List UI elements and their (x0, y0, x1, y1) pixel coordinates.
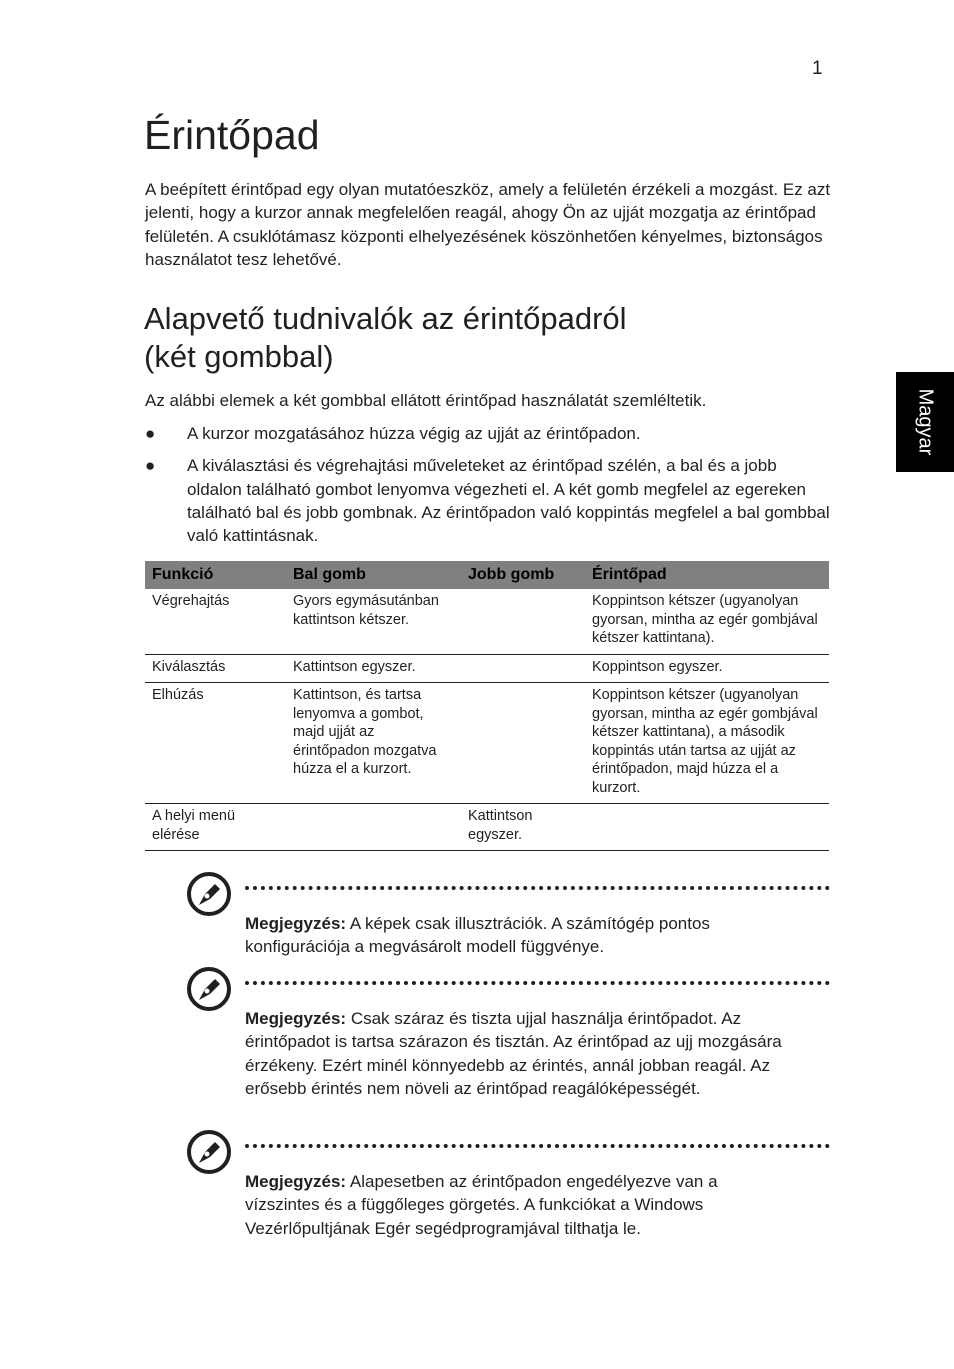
note-pen-icon (185, 870, 233, 918)
table-cell: Kattintson egyszer. (286, 654, 461, 683)
bullet-text: A kiválasztási és végrehajtási műveleteket az érintőpad szélén, a bal és a jobb oldalon található gombot lenyomva végezheti el. A két gomb megfelel az egereken található bal és jobb gombnak. Az érintőpadon való koppintás megfelel a bal gombbal való kattintásnak. (187, 456, 830, 546)
language-tab-label: Magyar (914, 388, 937, 456)
table-header-row (145, 561, 829, 589)
table-cell (461, 683, 585, 804)
section-heading-line2: (két gombbal) (144, 339, 334, 374)
table-cell (286, 804, 461, 851)
table-row (145, 654, 829, 683)
table-header-cell: Jobb gomb (461, 561, 585, 589)
note-body: Alapesetben az érintőpadon engedélyezve van a vízszintes és a függőleges görgetés. A funkciókat a Windows Vezérlőpultjának Egér segédprogramjával tilthatja le. (245, 1172, 718, 1238)
table-cell: Kiválasztás (145, 654, 286, 683)
table-cell: Végrehajtás (145, 589, 286, 654)
table-cell: Koppintson kétszer (ugyanolyan gyorsan, mintha az egér gombjával kétszer kattintana), a második koppintás után tartsa az ujját az érintőpadon, majd húzza el a kurzort. (585, 683, 829, 804)
bullet-list (145, 422, 835, 556)
lead-paragraph: Az alábbi elemek a két gombbal ellátott érintőpad használatát szemléltetik. (145, 391, 707, 410)
table-cell (461, 589, 585, 654)
note-label: Megjegyzés: (245, 914, 347, 933)
bullet-icon: ● (145, 456, 156, 476)
table-cell (585, 804, 829, 851)
table-cell: Koppintson egyszer. (585, 654, 829, 683)
table-header-cell: Funkció (145, 561, 286, 589)
language-tab (896, 372, 954, 472)
note-pen-icon (185, 965, 233, 1013)
table-header-cell: Érintőpad (585, 561, 829, 589)
note-text (245, 1170, 785, 1240)
table-row (145, 683, 829, 804)
bullet-text: A kurzor mozgatásához húzza végig az ujját az érintőpadon. (187, 424, 641, 443)
table-cell: Kattintson, és tartsa lenyomva a gombot, majd ujját az érintőpadon mozgatva húzza el a kurzort. (286, 683, 461, 804)
note-label: Megjegyzés: (245, 1172, 347, 1191)
note-text (245, 1007, 785, 1100)
page-title: Érintőpad (144, 112, 320, 158)
note-body: A képek csak illusztrációk. A számítógép pontos konfigurációja a megvásárolt modell függvénye. (245, 914, 710, 957)
page-number: 1 (812, 58, 823, 79)
note-body: Csak száraz és tiszta ujjal használja érintőpadot. Az érintőpadot is tartsa szárazon és tisztán. Az érintőpad az ujj mozgására érzékeny. Ezért minél könnyedebb az érintés, annál jobban reagál. Az erősebb érintés nem növeli az érintőpad reagálóképességét. (245, 1009, 782, 1098)
bullet-item (145, 454, 835, 547)
table-cell: A helyi menü elérése (145, 804, 286, 851)
section-heading-line1: Alapvető tudnivalók az érintőpadról (144, 301, 627, 336)
note-pen-icon (185, 1128, 233, 1176)
table-cell: Kattintson egyszer. (461, 804, 585, 851)
table-header-cell: Bal gomb (286, 561, 461, 589)
table-cell (461, 654, 585, 683)
note-divider (245, 981, 830, 985)
bullet-icon: ● (145, 424, 156, 443)
function-table (145, 561, 829, 851)
table-cell: Koppintson kétszer (ugyanolyan gyorsan, mintha az egér gombjával kétszer kattintana). (585, 589, 829, 654)
bullet-item (145, 422, 835, 445)
note-label: Megjegyzés: (245, 1009, 347, 1028)
table-cell: Elhúzás (145, 683, 286, 804)
note-divider (245, 1144, 830, 1148)
section-heading (144, 300, 627, 376)
table-row (145, 804, 829, 851)
intro-paragraph: A beépített érintőpad egy olyan mutatóeszköz, amely a felületén érzékeli a mozgást. Ez azt jelenti, hogy a kurzor annak megfelelően reagál, ahogy Ön az ujját mozgatja az érintőpad felületén. A csuklótámasz központi elhelyezésének köszönhetően kényelmes, biztonságos használatot tesz lehetővé. (145, 180, 831, 269)
note-divider (245, 886, 830, 890)
table-cell: Gyors egymásutánban kattintson kétszer. (286, 589, 461, 654)
table-row (145, 589, 829, 654)
note-text (245, 912, 785, 959)
